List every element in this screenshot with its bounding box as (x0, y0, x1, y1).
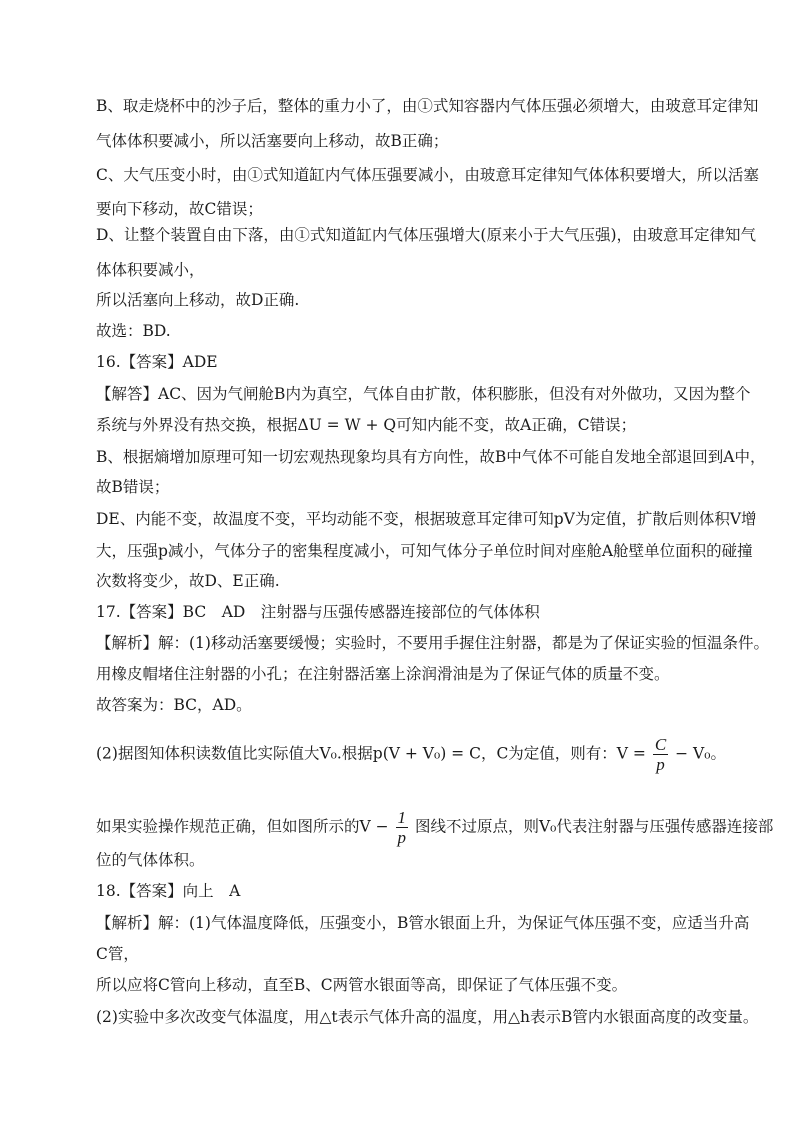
fraction-numerator: 1 (397, 808, 407, 827)
text-line: 【解析】解：(1)气体温度降低，压强变小，B管水银面上升，为保证气体压强不变，应适当升高 (96, 914, 750, 932)
text-line: 【解答】AC、因为气闸舱B内为真空，气体自由扩散，体积膨胀，但没有对外做功，又因为整个 (96, 385, 751, 403)
text-line: 所以应将C管向上移动，直至B、C两管水银面等高，即保证了气体压强不变。 (96, 976, 628, 994)
answer-heading-18: 18.【答案】向上 A (96, 882, 241, 900)
text-line: 所以活塞向上移动，故D正确. (96, 291, 300, 309)
formula-text: 图线不过原点，则V₀代表注射器与压强传感器连接部 (414, 817, 774, 836)
text-line: B、取走烧杯中的沙子后，整体的重力小了，由①式知容器内气体压强必须增大，由玻意耳定律知 (96, 97, 759, 115)
text-line: 体体积要减小， (96, 261, 205, 279)
text-line: C管， (96, 945, 139, 963)
fraction-c-over-p (653, 735, 668, 774)
formula-text: (2)据图知体积读数值比实际值大V₀.根据p(V + V₀) = C，C为定值，则有：V = (96, 744, 646, 763)
formula-line (96, 808, 774, 847)
formula-line (96, 735, 726, 774)
text-line: 故选：BD. (96, 322, 171, 340)
text-line: DE、内能不变，故温度不变，平均动能不变，根据玻意耳定律可知pV为定值，扩散后则体积V增 (96, 510, 757, 528)
text-line: 次数将变少，故D、E正确. (96, 572, 280, 590)
fraction-denominator: p (397, 828, 407, 847)
fraction-numerator: C (654, 735, 667, 754)
text-line: (2)实验中多次改变气体温度，用△t表示气体升高的温度，用△h表示B管内水银面高度的改变量。 (96, 1008, 759, 1026)
text-line: C、大气压变小时，由①式知道缸内气体压强要减小，由玻意耳定律知气体体积要增大，所以活塞 (96, 166, 759, 184)
text-line: 气体体积要减小，所以活塞要向上移动，故B正确； (96, 132, 449, 150)
text-line: 故答案为：BC，AD。 (96, 696, 252, 714)
text-line: 故B错误； (96, 478, 170, 496)
formula-text: 如果实验操作规范正确，但如图所示的V − (96, 817, 389, 836)
text-line: 用橡皮帽堵住注射器的小孔；在注射器活塞上涂润滑油是为了保证气体的质量不变。 (96, 665, 670, 683)
text-line: 系统与外界没有热交换，根据ΔU = W + Q可知内能不变，故A正确，C错误； (96, 416, 637, 434)
text-line: 【解析】解：(1)移动活塞要缓慢；实验时，不要用手握住注射器，都是为了保证实验的恒温条件。 (96, 634, 769, 652)
text-line: B、根据熵增加原理可知一切宏观热现象均具有方向性，故B中气体不可能自发地全部退回到A中， (96, 448, 766, 466)
text-line: 位的气体体积。 (96, 851, 205, 869)
text-line: 大，压强p减小，气体分子的密集程度减小，可知气体分子单位时间对座舱A舱壁单位面积的碰撞 (96, 542, 753, 560)
answer-heading-17: 17.【答案】BC AD 注射器与压强传感器连接部位的气体体积 (96, 603, 540, 621)
fraction-one-over-p (396, 808, 409, 847)
text-line: 要向下移动，故C错误； (96, 200, 263, 218)
formula-text: − V₀。 (675, 744, 726, 763)
answer-heading-16: 16.【答案】ADE (96, 353, 218, 371)
fraction-denominator: p (656, 755, 665, 774)
text-line: D、让整个装置自由下落，由①式知道缸内气体压强增大(原来小于大气压强)，由玻意耳定律知气 (96, 226, 757, 244)
